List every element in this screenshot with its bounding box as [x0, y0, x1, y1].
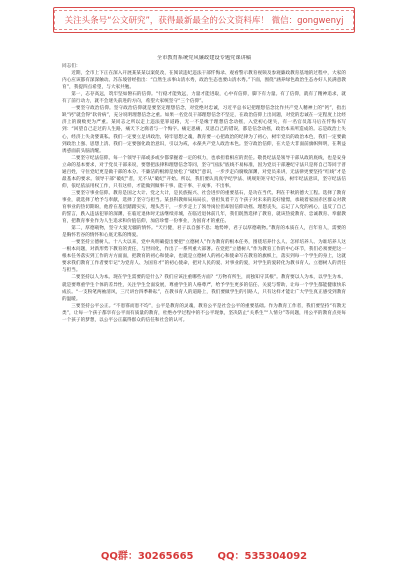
paragraph: 一要坚持立德树人。十八大以来，党中央明确提出要把“立德树人”作为教育的根本任务，围绕培养什么人、怎样培养人、为谁培养人这一根本问题，对新形势下教育的责任，与世同化，作出了一系列重大部署。在党把“立德树人”作为教育工作的中心环节，我们必须要把这一根本任务落实到工作的方方面面，把教育的初心和使命，也就是立德树人的初心和使命写在教育的旗帜上，落实到每一个学生的身上，这就要求我们教育工作者要牢记“为党育人、为国育才”的初心使命，把对人民的爱、对事业的爱，对学生的爱转化为教书育人、立德树人的责任与担当。 — [62, 240, 346, 274]
document-title: 全市教育系统党风廉政建设专题党课讲稿 — [156, 55, 252, 61]
document-body — [62, 55, 346, 541]
paragraph: 第二，厚德载物，坚守大爱无疆的情怀。“天行健，君子以自强不息；地势坤，君子以厚德载物。”教育的本质在人，百年育人，需要的是胸怀若谷的情怀和心底无私的博爱。 — [62, 226, 346, 239]
paragraph: 三要坚守事业信仰。教育是国之大计、党之大计，是民族振兴、社会进步的重要基石，是功在当代、利在千秋的德大工程。选择了教育事业，就选择了给予与奉献，选择了坚守与担当。某县科教师局局局长，曾担负着千万个孩子对未来的美好憧憬，承载着家国赤区群众对教育事业的热切期盼，他曾在基层踏踏实实，埋头苦干，一步步走上了领导岗位但却因信仰动摇、理想丧失，忘记了入党的初心，违反了自己的誓言，跌入违法犯罪的深渊，在临近退休时无法继续赤城，在临近退休前几年，我们既然选择了教育，就该热爱教育、忠诚教育、奉献教育，把教育事业作为人生追求和价值信仰，加倍珍惜一份事业，为国育才的重任。 — [62, 190, 346, 225]
paragraph: 二要坚持以人为本。现在学生需要的是什么？我们应该注重哪些方面？“万物有所生，而独知守其根”。教育要以人为本，以学生为本，就是要尊重学生个体的差异性，关注学生全面发展，尊重学生的人格尊严，给予学生更多的信任、关爱与帮助，让每一个学生都能健康快乐成长。“一支粉笔两袖清风，三尺讲台四季耕耘”，在教书育人的道路上，我们要做学生的引路人，只有这样才能让广大学生真正感受到教育的温暖。 — [62, 275, 346, 302]
footer-qq-group: QQ群：30265665 — [100, 551, 194, 562]
salutation: 同志们： — [62, 64, 81, 70]
paragraph: 一要坚守政治信仰。坚守政治信仰就是要坚定理想信念，对党绝对忠诚，习近平总书记把理想信念比作共产党人精神上的“钙”，指出缺“钙”就会得“软骨病”，充分说明理想信念之重。如果一名党员干部理想信念不坚定，在政治信仰上出问题，对党的忠诚在一定程度上比经济上的腐败更为严重。某同志之所以走上违法犯罪道路，无一不是缘于理想信念动摇，入党初心迷失，有一名官员落马后在忏悔书写到：“回望自己走过的人生路，痛天下之腐者与一个悔字。痛定思痛，反思自己的错误，都是信念动摇，政治本来所造成的。忘是政治上失心，经济上失贪婪谋私。我们一定要立足讲政治，铸牢思想之魂，教育要一心把政治的纪律为了初心，树牢党员的政治本色，我们一定要做到政治上强、思想上清、我们一定要强化政治意识，引以为戒，永葆共产党人政治本色。坚守政治信仰，在大是大非面前旗帜鲜明，在利益诱惑面前头脑清醒。 — [62, 106, 346, 154]
footer-contacts — [0, 547, 408, 562]
footer-qq: QQ：535304092 — [217, 551, 308, 562]
paragraph: 二要坚守纪法信仰。每一个领导干部或多或少都掌握着一定的权力，也承担着相应的责任。敬畏纪法是领导干部从政的底线，也是安身立命的基本要求，对于党员干部来说，要想把法律和理想信念等同，坚守“国法”底线不易标准，因为党员干部遵纪守法只是将自己等同于普通百姓，守住党纪更是做干部的本分。不廉洁的根源是放松了“破纪”意识，一步步走向腐败深渊，对党员来讲，无法律更要坚持“红线”才是最基本的要求。领导干部“破纪”者，无不从“破纪”开始。所以，我们要认真真学纪学法、规规矩矩守纪守法，树牢纪法意识，坚守纪法信仰，依纪依法用权工作，只有这样，才能做到做事干事、能干事、干成事、不出事。 — [62, 155, 346, 189]
paragraph: 三要坚持公平公正。“不患寡而患不均”，公平是教育的灵魂，教育公平是社会公平的重要基础。作为教育工作者，我们要坚持“有教无类”，让每一个孩子都享有公平而有质量的教育，杜绝办学过程中的不公平现象，坚决防止“关系生”“人情分”等问题，用公平的教育点亮每一个孩子的梦想，以公平公正赢得群众的信任和社会的认可。 — [62, 303, 346, 323]
promo-banner-text: 关注头条号“公文研究”，获得最新最全的公文资料库！ 微信：gongwenyj — [54, 10, 355, 30]
paragraph: 第一，志存高远，筑牢坚如磐石的信仰。“行稳才能致远，力量才能进取，心中有信仰，脚下有力量。有了信仰，就有了精神追求，就有了前行动力，就不会迷失前进的方向，希望大家统坚守“三个信仰”。 — [62, 92, 346, 105]
paragraph: 近期，全市上下正在深入开展某某某以案促改，在阅读违纪违法干部忏悔录、观看警示教育视频及参观廉政教育基地的过程中，大家的内心应该都有深深触动。苏东坡曾经指出：“自然生杀事山清水秀，政治生态也要山清水秀。”下面，围绕“涵养绿色政治生态办好人民满意教育”，我提四点希望，与大家共勉。 — [62, 71, 346, 91]
promo-banner — [53, 7, 355, 33]
